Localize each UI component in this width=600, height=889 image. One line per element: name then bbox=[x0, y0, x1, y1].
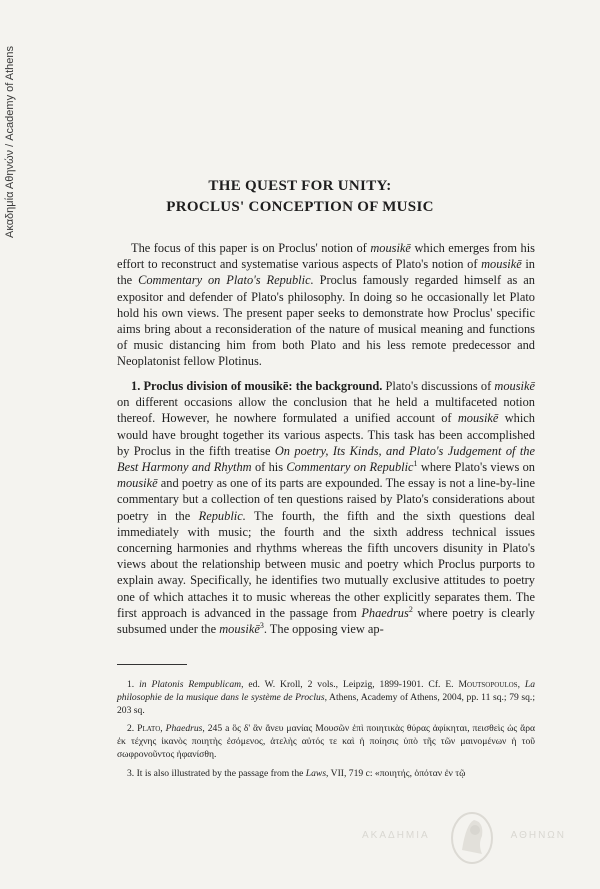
footnote-ref-2: 2 bbox=[408, 604, 413, 614]
article-title-line2: PROCLUS' CONCEPTION OF MUSIC bbox=[166, 199, 434, 215]
footnote-2: 2. Plato, Phaedrus, 245 a ὃς δ' ἂν ἄνευ μανίας Μουσῶν ἐπὶ ποιητικὰς θύρας ἀφίκηται, πεισθεὶς ὡς ἄρα ἐκ τέχνης ἱκανὸς ποιητὴς ἐσόμενος, ἀτελὴς αὐτός τε καὶ ἡ ποίησις ὑπὸ τῆς τῶν μαινομένων ἡ τοῦ σωφρονοῦντος ἠφανίσθη. bbox=[117, 723, 536, 761]
intro-paragraph: The focus of this paper is on Proclus' notion of mousikē which emerges from his effort to reconstruct and systematise various aspects of Plato's notion of mousikē in the Commentary on Plato's Republic. Proclus famously regarded himself as an expositor and defender of Plato's philosophy. In doing so he occasionally let Plato hold his own views. The present paper seeks to demonstrate how Proclus' specific aims bring about a reconsideration of the nature of musical meaning and functions of music distancing him from both Plato and his less remote predecessor and Neoplatonist fellow Plotinus. bbox=[117, 241, 535, 369]
footnote-divider bbox=[117, 664, 187, 665]
watermark-right-text: ΑΘΗΝΩΝ bbox=[510, 830, 566, 841]
academy-watermark bbox=[360, 810, 570, 870]
athena-seal-icon bbox=[448, 810, 496, 866]
footnote-ref-1: 1 bbox=[413, 458, 418, 468]
article-title-line1: THE QUEST FOR UNITY: bbox=[208, 178, 392, 194]
archive-side-note: Ακαδημία Αθηνών / Academy of Athens bbox=[4, 46, 16, 239]
footnote-1: 1. in Platonis Rempublicam, ed. W. Kroll, 2 vols., Leipzig, 1899-1901. Cf. E. Moutsopoulos, La philosophie de la musique dans le système de Proclus, Athens, Academy of Athens, 2004, pp. 11 sq.; 79 sq.; 203 sq. bbox=[117, 679, 536, 717]
footnote-ref-3: 3 bbox=[259, 620, 264, 630]
section1-paragraph: 1. Proclus division of mousikē: the background. Plato's discussions of mousikē on different occasions allow the conclusion that he held a multifaceted notion thereof. However, he nowhere formulated a unified account of mousikē which would have brought together its various aspects. This task has been accomplished by Proclus in the fifth treatise On poetry, Its Kinds, and Plato's Judgement of the Best Harmony and Rhythm of his Commentary on Republic$^1$ where Plato's views on mousikē and poetry as one of its parts are expounded. The essay is not a line-by-line commentary but a collection of ten questions raised by Plato's considerations about poetry in the Republic. The fourth, the fifth and the sixth questions deal immediately with music; the fourth and the sixth address technical issues concerning harmonies and rhythms whereas the fifth uncovers disunity in Plato's views about the relationship between music and poetry which Proclus purports to explain away. Specifically, he identifies two mutually exclusive attitudes to poetry one of which attaches it to music whereas the other explicitly separates them. The first approach is advanced in the passage from Phaedrus$^2$ where poetry is clearly subsumed under the mousikē$^3$. The opposing view ap- bbox=[117, 379, 536, 637]
footnote-3: 3. It is also illustrated by the passage from the Laws, VII, 719 c: «ποιητής, ὁπόταν ἐν τῷ bbox=[127, 768, 466, 779]
watermark-left-text: ΑΚΑΔΗΜΙΑ bbox=[362, 830, 430, 841]
section-heading: 1. Proclus division of mousikē: the background. bbox=[131, 379, 383, 393]
